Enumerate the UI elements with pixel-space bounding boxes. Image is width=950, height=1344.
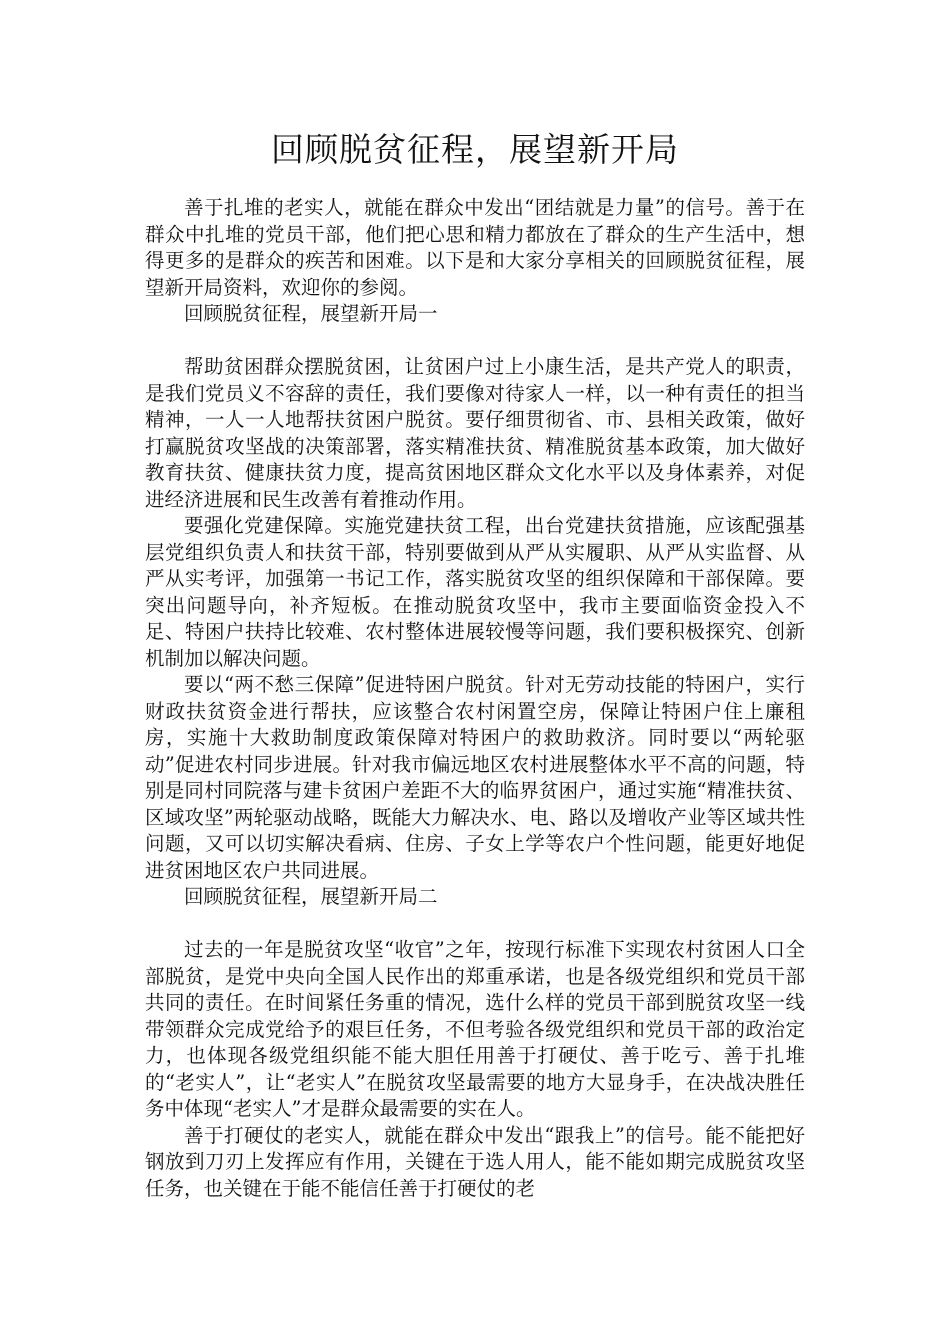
section2-heading: 回顾脱贫征程，展望新开局二 xyxy=(184,885,438,908)
section1-paragraph-1: 帮助贫困群众摆脱贫困，让贫困户过上小康生活，是共产党人的职责，是我们党员义不容辞的责任，我们要像对待家人一样，以一种有责任的担当精神，一人一人地帮扶贫困户脱贫。要仔细贯彻省、市、县相关政策，做好打赢脱贫攻坚战的决策部署，落实精准扶贫、精准脱贫基本政策，加大做好教育扶贫、健康扶贫力度，提高贫困地区群众文化水平以及身体素养，对促进经济进展和民生改善有着推动作用。 xyxy=(145,355,805,511)
section1-paragraph-2: 要强化党建保障。实施党建扶贫工程，出台党建扶贫措施，应该配强基层党组织负责人和扶贫干部，特别要做到从严从实履职、从严从实监督、从严从实考评，加强第一书记工作，落实脱贫攻坚的组织保障和干部保障。要突出问题导向，补齐短板。在推动脱贫攻坚中，我市主要面临资金投入不足、特困户扶持比较难、农村整体进展较慢等问题，我们要积极探究、创新机制加以解决问题。 xyxy=(145,514,805,670)
section2-paragraph-2: 善于打硬仗的老实人，就能在群众中发出“跟我上”的信号。能不能把好钢放到刀刃上发挥应有作用，关键在于选人用人，能不能如期完成脱贫攻坚任务，也关键在于能不能信任善于打硬仗的老 xyxy=(145,1123,805,1200)
section1-heading: 回顾脱贫征程，展望新开局一 xyxy=(184,302,438,325)
intro-paragraph: 善于扎堆的老实人，就能在群众中发出“团结就是力量”的信号。善于在群众中扎堆的党员干部，他们把心思和精力都放在了群众的生产生活中，想得更多的是群众的疾苦和困难。以下是和大家分享相关的回顾脱贫征程，展望新开局资料，欢迎你的参阅。 xyxy=(145,196,805,299)
section2-paragraph-1: 过去的一年是脱贫攻坚“收官”之年，按现行标准下实现农村贫困人口全部脱贫，是党中央向全国人民作出的郑重承诺，也是各级党组织和党员干部共同的责任。在时间紧任务重的情况，选什么样的党员干部到脱贫攻坚一线带领群众完成党给予的艰巨任务，不但考验各级党组织和党员干部的政治定力，也体现各级党组织能不能大胆任用善于打硬仗、善于吃亏、善于扎堆的“老实人”，让“老实人”在脱贫攻坚最需要的地方大显身手，在决战决胜任务中体现“老实人”才是群众最需要的实在人。 xyxy=(145,938,805,1120)
section1-paragraph-3: 要以“两不愁三保障”促进特困户脱贫。针对无劳动技能的特困户，实行财政扶贫资金进行帮扶，应该整合农村闲置空房，保障让特困户住上廉租房，实施十大救助制度政策保障对特困户的救助救济。同时要以“两轮驱动”促进农村同步进展。针对我市偏远地区农村进展整体水平不高的问题，特别是同村同院落与建卡贫困户差距不大的临界贫困户，通过实施“精准扶贫、区域攻坚”两轮驱动战略，既能大力解决水、电、路以及增收产业等区域共性问题，又可以切实解决看病、住房、子女上学等农户个性问题，能更好地促进贫困地区农户共同进展。 xyxy=(145,673,805,882)
document-title: 回顾脱贫征程，展望新开局 xyxy=(271,130,679,169)
document-page xyxy=(145,125,805,1202)
